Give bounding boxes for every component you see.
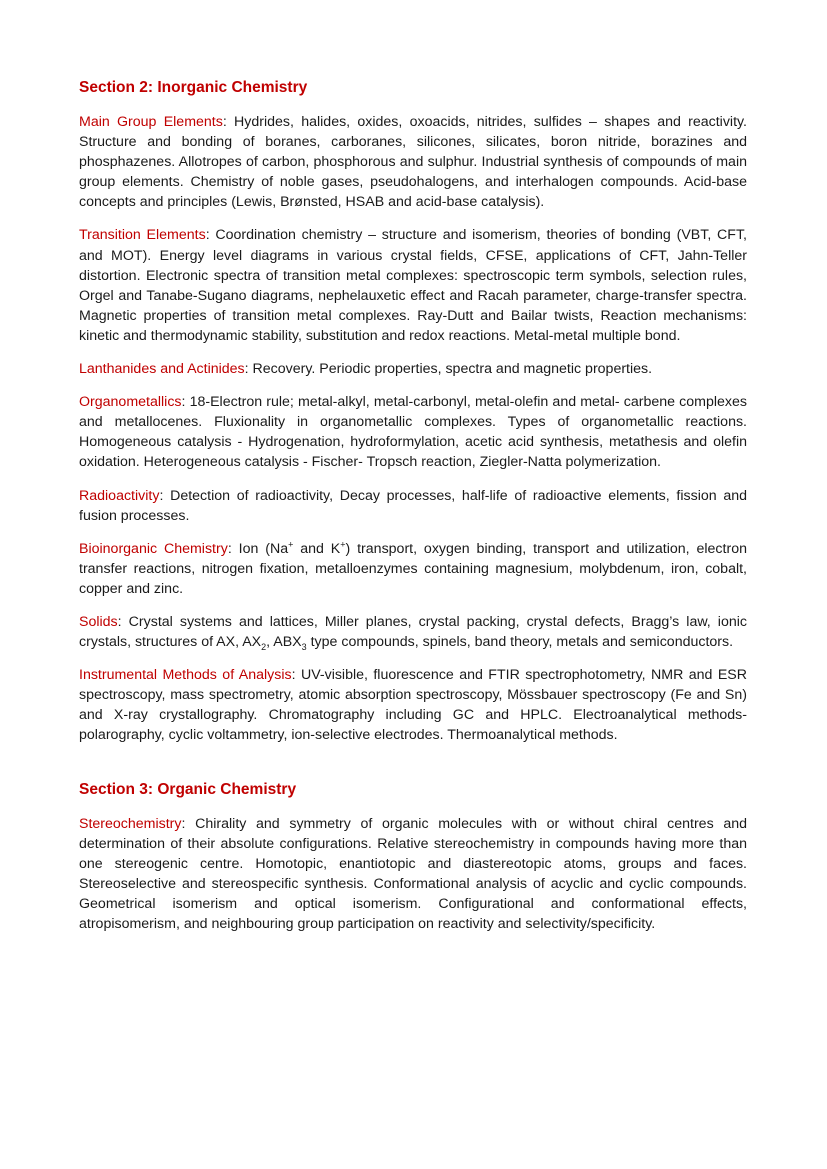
text-instrumental-methods: : UV-visible, fluorescence and FTIR spectrophotometry, NMR and ESR spectroscopy, mass spectrometry, atomic absorption spectroscopy, Mössbauer spectroscopy (Fe and Sn) and X-ray crystallography. Chromatography including GC and HPLC. Electroanalytical methods- polarography, cyclic voltammetry, ion-selective electrodes. Thermoanalytical methods. [79, 667, 747, 744]
text-main-group-elements: : Hydrides, halides, oxides, oxoacids, nitrides, sulfides – shapes and reactivity. Structure and bonding of boranes, carboranes, silicones, silicates, boron nitride, borazines and phosphazenes. Allotropes of carbon, phosphorous and sulphur. Industrial synthesis of compounds of main group elements. Chemistry of noble gases, pseudohalogens, and interhalogen compounds. Acid-base concepts and principles (Lewis, Brønsted, HSAB and acid-base catalysis). [79, 114, 747, 211]
topic-organometallics: Organometallics [79, 394, 182, 411]
section-3-heading: Section 3: Organic Chemistry [79, 780, 297, 798]
superscript-plus-na: + [288, 538, 294, 549]
topic-transition-elements: Transition Elements [79, 227, 206, 244]
text-bioinorganic-part-3: ) transport, oxygen binding, transport and utilization, electron transfer reactions, nitrogen fixation, metalloenzymes containing magnesium, molybdenum, iron, cobalt, copper and zinc. [79, 540, 747, 597]
topic-main-group-elements: Main Group Elements [79, 114, 223, 130]
subscript-ax2: 2 [261, 641, 267, 652]
superscript-plus-k: + [340, 538, 346, 549]
paragraph-stereochemistry [79, 814, 747, 935]
topic-bioinorganic-chemistry: Bioinorganic Chemistry [79, 540, 228, 557]
text-radioactivity: : Detection of radioactivity, Decay processes, half-life of radioactive elements, fission and fusion processes. [79, 487, 747, 524]
text-bioinorganic-part-2: and K [293, 540, 341, 557]
section-2-heading: Section 2: Inorganic Chemistry [79, 79, 308, 96]
document-page [79, 78, 747, 947]
text-solids-part-3: type compounds, spinels, band theory, metals and semiconductors. [306, 634, 734, 651]
text-stereochemistry: : Chirality and symmetry of organic molecules with or without chiral centres and determination of their absolute configurations. Relative stereochemistry in compounds having more than one stereogenic centre. Homotopic, enantiotopic and diastereotopic atoms, groups and faces. Stereoselective and stereospecific synthesis. Conformational analysis of acyclic and cyclic compounds. Geometrical isomerism and optical isomerism. Configurational and conformational effects, atropisomerism, and neighbouring group participation on reactivity and selectivity/specificity. [79, 815, 747, 932]
topic-radioactivity: Radioactivity [79, 487, 160, 504]
text-solids-part-2: , ABX [266, 634, 302, 651]
topic-stereochemistry: Stereochemistry [79, 815, 182, 832]
topic-instrumental-methods: Instrumental Methods of Analysis [79, 667, 292, 684]
topic-solids: Solids [79, 613, 118, 630]
topic-lanthanides-actinides: Lanthanides and Actinides [79, 361, 245, 378]
text-lanthanides-actinides: : Recovery. Periodic properties, spectra and magnetic properties. [244, 361, 653, 378]
text-transition-elements: : Coordination chemistry – structure and isomerism, theories of bonding (VBT, CFT, and MOT). Energy level diagrams in various crystal fields, CFSE, applications of CFT, Jahn-Teller distortion. Electronic spectra of transition metal complexes: spectroscopic term symbols, selection rules, Orgel and Tanabe-Sugano diagrams, nephelauxetic effect and Racah parameter, charge-transfer spectra. Magnetic properties of transition metal complexes. Ray-Dutt and Bailar twists, Reaction mechanisms: kinetic and thermodynamic stability, substitution and redox reactions. Metal-metal multiple bond. [79, 227, 747, 344]
paragraph-radioactivity [79, 486, 747, 526]
text-solids-part-1: : Crystal systems and lattices, Miller planes, crystal packing, crystal defects, Bragg’s law, ionic crystals, structures of AX, AX [79, 613, 747, 651]
text-bioinorganic-part-1: : Ion (Na [227, 540, 289, 557]
text-organometallics: : 18-Electron rule; metal-alkyl, metal-carbonyl, metal-olefin and metal- carbene complexes and metallocenes. Fluxionality in organometallic complexes. Types of organometallic reactions. Homogeneous catalysis - Hydrogenation, hydroformylation, acetic acid synthesis, metathesis and olefin oxidation. Heterogeneous catalysis - Fischer- Tropsch reaction, Ziegler-Natta polymerization. [79, 394, 747, 471]
paragraph-organometallics [79, 392, 747, 472]
paragraph-lanthanides-actinides [79, 359, 747, 379]
subscript-abx3: 3 [301, 641, 307, 652]
paragraph-solids [79, 612, 747, 652]
paragraph-bioinorganic-chemistry [79, 539, 747, 599]
paragraph-transition-elements [79, 225, 747, 346]
paragraph-main-group-elements [79, 112, 747, 212]
paragraph-instrumental-methods [79, 665, 747, 745]
